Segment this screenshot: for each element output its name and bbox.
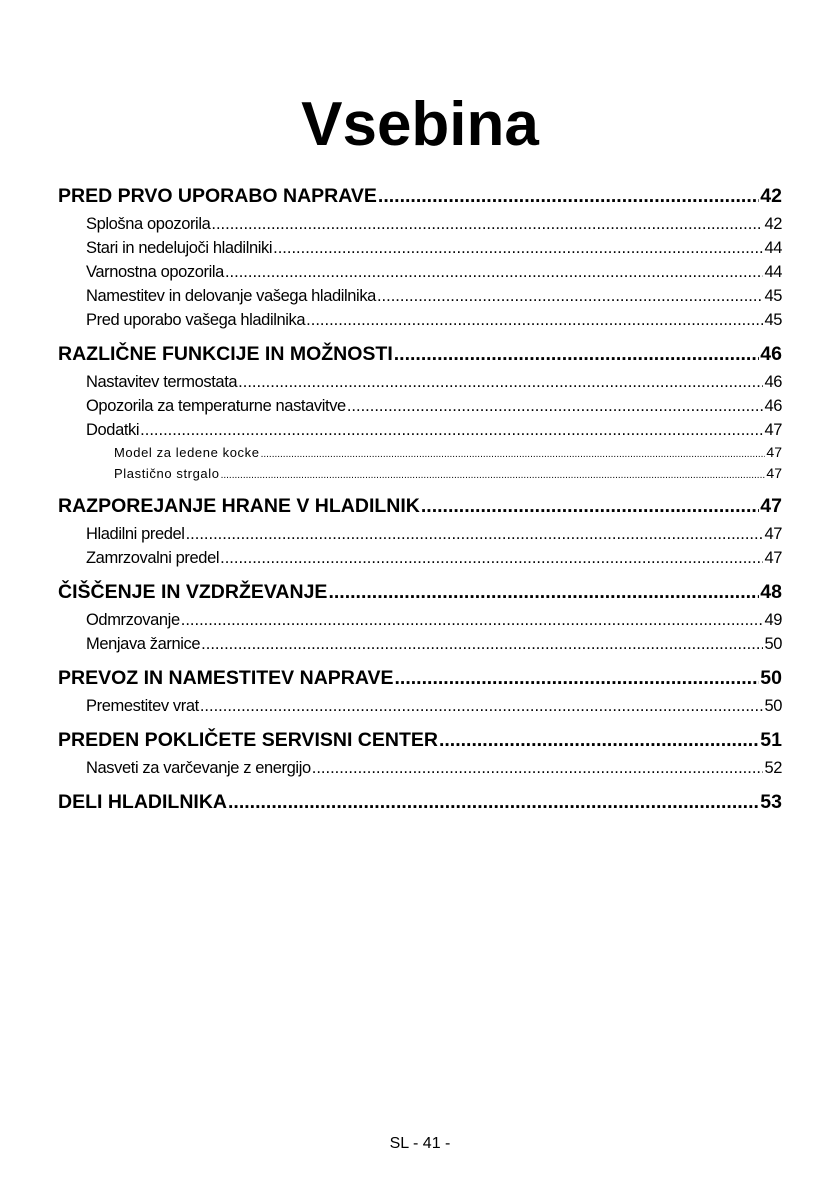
toc-leader-dots xyxy=(140,418,763,442)
toc-entry-label: Varnostna opozorila xyxy=(86,263,224,281)
toc-leader-dots xyxy=(211,212,763,236)
toc-entry-label: Menjava žarnice xyxy=(86,635,201,653)
toc-subsection-entry xyxy=(58,418,782,442)
toc-leader-dots xyxy=(220,546,763,570)
toc-leader-dots xyxy=(261,444,766,463)
toc-subsubsection-entry xyxy=(58,442,782,463)
toc-section-entry xyxy=(58,665,782,691)
toc-leader-dots xyxy=(186,522,764,546)
toc-entry-label: RAZPOREJANJE HRANE V HLADILNIK xyxy=(58,495,420,517)
toc-leader-dots xyxy=(394,341,760,367)
toc-entry-label: Pred uporabo vašega hladilnika xyxy=(86,311,306,329)
toc-section-entry xyxy=(58,727,782,753)
toc-entry-label: Namestitev in delovanje vašega hladilnika xyxy=(86,287,376,305)
toc-subsection-entry xyxy=(58,522,782,546)
toc-leader-dots xyxy=(201,632,763,656)
toc-entry-label: Nasveti za varčevanje z energijo xyxy=(86,759,311,777)
toc-entry-page-number: 46 xyxy=(760,343,782,365)
toc-leader-dots xyxy=(439,727,759,753)
toc-entry-page-number: 47 xyxy=(766,465,782,481)
toc-subsection-entry xyxy=(58,236,782,260)
page-number-footer: SL - 41 - xyxy=(389,1135,451,1152)
toc-entry-label: Opozorila za temperaturne nastavitve xyxy=(86,397,346,415)
toc-entry-page-number: 50 xyxy=(760,667,782,689)
toc-entry-page-number: 47 xyxy=(760,495,782,517)
toc-subsection-entry xyxy=(58,546,782,570)
toc-entry-label: PREVOZ IN NAMESTITEV NAPRAVE xyxy=(58,667,394,689)
toc-subsection-entry xyxy=(58,284,782,308)
toc-section-entry xyxy=(58,183,782,209)
toc-leader-dots xyxy=(181,608,764,632)
toc-leader-dots xyxy=(421,493,759,519)
toc-section-entry xyxy=(58,493,782,519)
toc-subsection-entry xyxy=(58,308,782,332)
toc-leader-dots xyxy=(225,260,764,284)
toc-leader-dots xyxy=(238,370,763,394)
toc-section-entry xyxy=(58,789,782,815)
toc-entry-label: DELI HLADILNIKA xyxy=(58,791,227,813)
toc-entry-page-number: 51 xyxy=(760,729,782,751)
toc-subsection-entry xyxy=(58,756,782,780)
toc-section-entry xyxy=(58,341,782,367)
table-of-contents xyxy=(58,183,782,815)
toc-entry-page-number: 47 xyxy=(764,525,782,543)
toc-entry-page-number: 52 xyxy=(764,759,782,777)
toc-entry-page-number: 45 xyxy=(764,287,782,305)
toc-entry-label: Zamrzovalni predel xyxy=(86,549,220,567)
toc-leader-dots xyxy=(221,465,766,484)
toc-leader-dots xyxy=(347,394,764,418)
toc-entry-label: Splošna opozorila xyxy=(86,215,211,233)
toc-subsection-entry xyxy=(58,694,782,718)
toc-subsubsection-entry xyxy=(58,463,782,484)
toc-leader-dots xyxy=(306,308,763,332)
toc-entry-label: PRED PRVO UPORABO NAPRAVE xyxy=(58,185,377,207)
toc-leader-dots xyxy=(200,694,764,718)
toc-subsection-entry xyxy=(58,370,782,394)
toc-leader-dots xyxy=(312,756,764,780)
toc-entry-page-number: 42 xyxy=(760,185,782,207)
toc-entry-page-number: 48 xyxy=(760,581,782,603)
toc-entry-page-number: 49 xyxy=(764,611,782,629)
toc-section-entry xyxy=(58,579,782,605)
toc-entry-page-number: 46 xyxy=(764,397,782,415)
toc-entry-page-number: 50 xyxy=(764,635,782,653)
toc-entry-page-number: 53 xyxy=(760,791,782,813)
toc-entry-label: Hladilni predel xyxy=(86,525,185,543)
toc-subsection-entry xyxy=(58,212,782,236)
toc-subsection-entry xyxy=(58,394,782,418)
toc-entry-label: Odmrzovanje xyxy=(86,611,180,629)
toc-entry-label: Stari in nedelujoči hladilniki xyxy=(86,239,273,257)
toc-entry-label: RAZLIČNE FUNKCIJE IN MOŽNOSTI xyxy=(58,343,393,365)
toc-entry-label: Dodatki xyxy=(86,421,140,439)
page-title: Vsebina xyxy=(301,89,539,159)
toc-entry-label: Premestitev vrat xyxy=(86,697,199,715)
toc-leader-dots xyxy=(395,665,760,691)
toc-leader-dots xyxy=(377,284,763,308)
toc-entry-label: Nastavitev termostata xyxy=(86,373,238,391)
toc-entry-page-number: 44 xyxy=(764,263,782,281)
toc-leader-dots xyxy=(228,789,759,815)
toc-leader-dots xyxy=(273,236,763,260)
toc-leader-dots xyxy=(328,579,759,605)
toc-entry-page-number: 42 xyxy=(764,215,782,233)
toc-entry-page-number: 47 xyxy=(764,421,782,439)
toc-entry-page-number: 46 xyxy=(764,373,782,391)
toc-entry-label: PREDEN POKLIČETE SERVISNI CENTER xyxy=(58,729,438,751)
toc-entry-page-number: 47 xyxy=(766,444,782,460)
toc-entry-label: Model za ledene kocke xyxy=(114,445,260,460)
toc-entry-page-number: 50 xyxy=(764,697,782,715)
toc-subsection-entry xyxy=(58,608,782,632)
toc-subsection-entry xyxy=(58,260,782,284)
toc-entry-label: Plastično strgalo xyxy=(114,466,220,481)
toc-entry-page-number: 45 xyxy=(764,311,782,329)
toc-entry-label: ČIŠČENJE IN VZDRŽEVANJE xyxy=(58,581,328,603)
toc-entry-page-number: 44 xyxy=(764,239,782,257)
toc-entry-page-number: 47 xyxy=(764,549,782,567)
toc-leader-dots xyxy=(378,183,759,209)
toc-subsection-entry xyxy=(58,632,782,656)
